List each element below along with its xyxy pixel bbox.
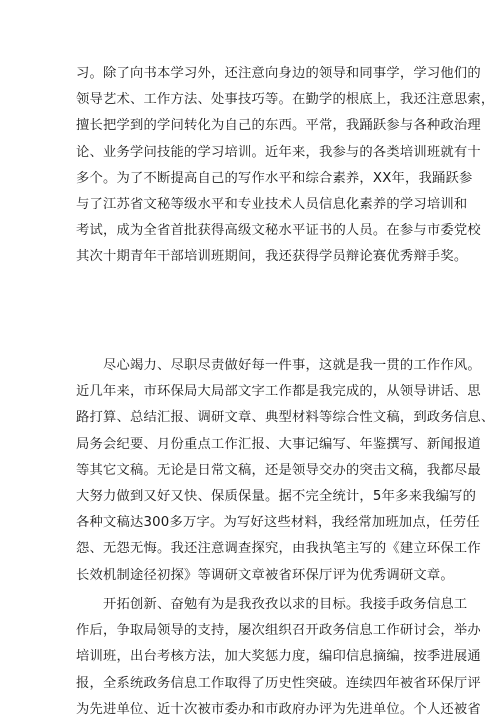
text-line: 等其它文稿。无论是日常文稿，还是领导交办的突击文稿，我都尽最 [76, 462, 481, 478]
text-line: 擅长把学到的学问转化为自己的东西。平常，我踊跃参与各种政治理 [76, 118, 481, 134]
text-line: 为先进单位、近十次被市委办和市政府办评为先进单位。个人还被省 [76, 701, 481, 717]
paragraph-innovation [76, 592, 481, 723]
text-line: 其次十期青年干部培训班期间，我还获得学员辩论赛优秀辩手奖。 [76, 249, 468, 265]
text-line: 长效机制途径初探》等调研文章被省环保厅评为优秀调研文章。 [76, 567, 454, 583]
text-line: 报，全系统政务信息工作取得了历史性突破。连续四年被省环保厅评 [76, 675, 481, 691]
text-line: 作后，争取局领导的支持，屡次组织召开政务信息工作研讨会，举办 [76, 623, 481, 639]
text-line: 路打算、总结汇报、调研文章、典型材料等综合性文稿，到政务信息、 [76, 410, 495, 426]
text-line: 尽心竭力、尽职尽责做好每一件事，这就是我一贯的工作作风。 [103, 358, 481, 373]
text-line: 大努力做到又好又快、保质保量。据不完全统计，5年多来我编写的 [76, 488, 477, 504]
paragraph-study-and-training [76, 61, 495, 271]
text-line: 多个。为了不断提高自己的写作水平和综合素养，XX年，我踊跃参 [76, 170, 473, 186]
text-line: 论、业务学问技能的学习培训。近年来，我参与的各类培训班就有十 [76, 144, 481, 160]
text-line: 开拓创新、奋勉有为是我孜孜以求的目标。我接手政务信息工 [103, 597, 468, 612]
paragraph-work-style [76, 353, 495, 589]
text-line: 各种文稿达300多万字。为写好这些材料，我经常加班加点，任劳任 [76, 515, 480, 531]
text-line: 怨、无怨无悔。我还注意调查探究，由我执笔主写的《建立环保工作 [76, 541, 481, 557]
text-line: 与了江苏省文秘等级水平和专业技术人员信息化素养的学习培训和 [76, 196, 468, 212]
text-line: 考试，成为全省首批获得高级文秘水平证书的人员。在参与市委党校 [76, 223, 481, 239]
text-line: 培训班，出台考核方法，加大奖惩力度，编印信息摘编，按季进展通 [76, 649, 481, 665]
text-line: 习。除了向书本学习外，还注意向身边的领导和同事学，学习他们的 [76, 66, 481, 81]
text-line: 近几年来，市环保局大局部文字工作都是我完成的，从领导讲话、思 [76, 384, 481, 400]
text-line: 领导艺术、工作方法、处事技巧等。在勤学的根底上，我还注意思索， [76, 92, 495, 108]
text-line: 局务会纪要、月份重点工作汇报、大事记编写、年鉴撰写、新闻报道 [76, 436, 481, 452]
